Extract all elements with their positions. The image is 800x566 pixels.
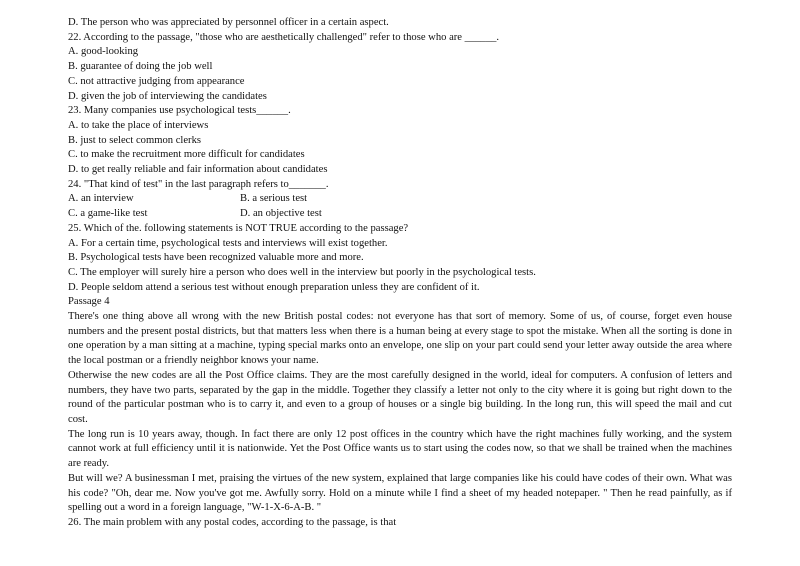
passage-paragraph-3: The long run is 10 years away, though. In fact there are only 12 post offices in the country which have the right machines fully working, and the system cannot work at full efficiency until it is nationwide. Yet the Post Office wants us to start using the codes now, so that we shall be trained when the machines are ready. — [68, 428, 732, 470]
q25-option-a: A. For a certain time, psychological tests and interviews will exist together. — [68, 237, 388, 249]
q22-option-c: C. not attractive judging from appearance — [68, 75, 245, 87]
q24-options-row-2 — [68, 207, 740, 222]
q24-option-d: D. an objective test — [240, 208, 322, 220]
q25-option-d: D. People seldom attend a serious test without enough preparation unless they are confident of it. — [68, 281, 480, 293]
passage-paragraph-1: There's one thing above all wrong with the new British postal codes: not everyone has that sort of memory. Some of us, of course, forget even house numbers and the present postal districts, but that matters less when there is a human being at every stage to spot the mistake. When all the sorting is done in one operation by a man sitting at a machine, typing special marks onto an envelope, one slip on your part could send your letter away outside the area where the local postman or a friendly neighbor knows your name. — [68, 311, 732, 367]
q25-stem: 25. Which of the. following statements is NOT TRUE according to the passage? — [68, 222, 409, 234]
q22-stem: 22. According to the passage, "those who are aesthetically challenged" refer to those who are ______. — [68, 31, 500, 43]
q23-option-b: B. just to select common clerks — [68, 134, 201, 146]
q25-option-b: B. Psychological tests have been recognized valuable more and more. — [68, 252, 364, 264]
q24-stem: 24. "That kind of test" in the last paragraph refers to_______. — [68, 178, 329, 190]
q24-options-row-1 — [68, 192, 740, 207]
passage-paragraph-4: But will we? A businessman I met, praising the virtues of the new system, explained that large companies like his could have codes of their own. What was his code? "Oh, dear me. Now you've got me. Awfully sorry. Hold on a minute while I find a sheet of my headed notepaper. " Then he read painfully, as if spelling out a word in a foreign language, "W-1-X-6-A-B. " — [68, 472, 732, 514]
q24-option-a: A. an interview — [68, 193, 134, 205]
q23-stem: 23. Many companies use psychological tests______. — [68, 105, 291, 117]
q23-option-a: A. to take the place of interviews — [68, 119, 209, 131]
q21-option-d: D. The person who was appreciated by personnel officer in a certain aspect. — [68, 17, 389, 28]
passage-heading: Passage 4 — [68, 296, 110, 308]
q24-option-c: C. a game-like test — [68, 208, 148, 220]
q23-option-d: D. to get really reliable and fair information about candidates — [68, 164, 328, 176]
q26-stem: 26. The main problem with any postal codes, according to the passage, is that — [68, 516, 397, 528]
q22-option-d: D. given the job of interviewing the candidates — [68, 90, 267, 102]
q23-option-c: C. to make the recruitment more difficult for candidates — [68, 149, 305, 161]
q24-option-b: B. a serious test — [240, 193, 308, 205]
q22-option-a: A. good-looking — [68, 46, 139, 58]
passage-paragraph-2: Otherwise the new codes are all the Post Office claims. They are the most carefully designed in the world, ideal for computers. A confusion of letters and numbers, they have two parts, separated by the gap in the middle. Together they classify a letter not only to the city where it is going but right down to the round of the particular postman who is to carry it, and even to a group of houses or a single big building. In the long run, this will speed the mail and cut cost. — [68, 369, 732, 425]
q25-option-c: C. The employer will surely hire a person who does well in the interview but poorly in the psychological tests. — [68, 266, 536, 278]
q22-option-b: B. guarantee of doing the job well — [68, 61, 213, 73]
